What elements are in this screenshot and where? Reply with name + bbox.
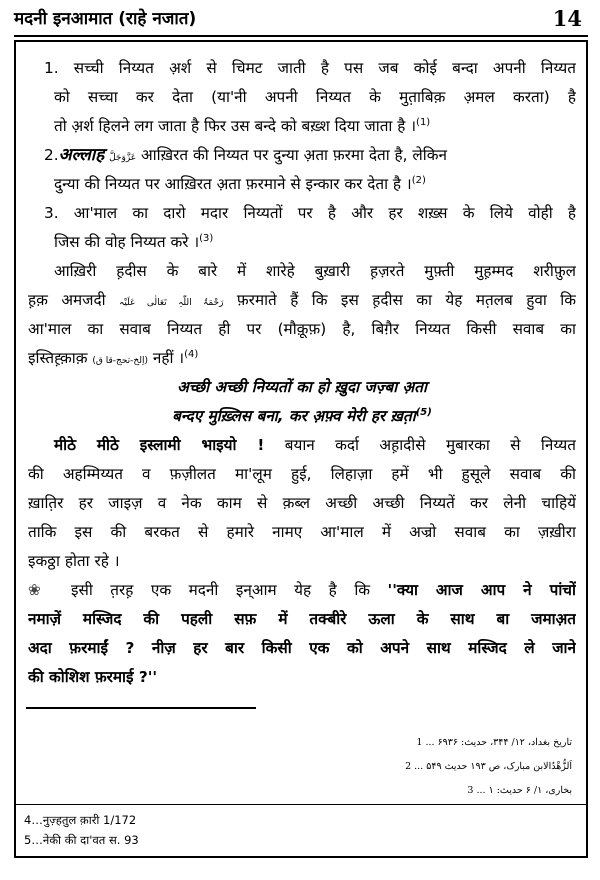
address-paragraph xyxy=(28,431,576,576)
commentary-paragraph xyxy=(28,257,576,373)
line-text: अच्छी अच्छी निय्यतों का हो ख़ुदा जज़्बा अ़ता xyxy=(177,378,427,396)
quoted-question: नमाज़ें मस्जिद की पहली सफ़ में तक्बीरे ऊला के साथ बा जमाअ़त xyxy=(28,610,576,628)
couplet xyxy=(28,373,576,431)
hadith-2 xyxy=(28,141,576,199)
text-line xyxy=(28,431,576,460)
content-frame xyxy=(14,40,588,858)
text-line xyxy=(28,170,576,199)
line-text: 1. सच्ची निय्यत अ़र्श से चिमट जाती है पस जब कोई बन्दा अपनी निय्यत xyxy=(44,59,576,77)
quoted-question: अदा फ़रमाईं ? नीज़ हर बार किसी एक को अपने साथ मस्जिद ले जाने xyxy=(28,639,576,657)
page-number: 14 xyxy=(552,6,582,31)
line-text: आ'माल का सवाब निय्यत ही पर (मौक़ूफ़) है, बिग़ैर निय्यत किसी सवाब का xyxy=(28,320,576,338)
line-text: फ़रमाते हैं कि इस ह़दीस का येह मत़लब हुवा कि xyxy=(236,291,576,309)
footnote-urdu-3: 3 ... بخاری، ۱/ ۶ حدیث: ۱ xyxy=(467,785,572,796)
verse-line xyxy=(28,373,576,402)
text-line xyxy=(28,199,576,228)
quoted-question: ''क्या आज आप ने पांचों xyxy=(387,581,576,599)
footnote-urdu-1: 1 ... تاریخ بغداد، ۱۲/ ۳۴۴، حدیث: ۶۹۳۶ xyxy=(416,737,572,748)
line-text: इकठ्ठा होता रहे । xyxy=(28,552,120,570)
text-line xyxy=(28,83,576,112)
line-text: की अहम्मिय्यत व फ़ज़ीलत मा'लूम हुई, लिहाज़ा हमें भी ह़ुसूले सवाब की xyxy=(28,465,576,483)
footnote-urdu-2: 2 ... اَلزُّھْدُالابن مبارک، ص ۱۹۳ حدیث ۵۴۹ xyxy=(405,761,572,772)
text-line xyxy=(28,489,576,518)
text-line xyxy=(28,112,576,141)
text-line xyxy=(28,54,576,83)
arabic-citation: (اِلخ-تحج-قا ق) xyxy=(92,356,148,366)
line-text: 3. आ'माल का दारो मदार निय्यतों पर है और हर शख़्स के लिये वोही है xyxy=(44,204,576,222)
footnote-hindi-4: 4…नुज़्हतुल क़ारी 1/172 xyxy=(24,813,137,827)
line-text: जिस की वोह निय्यत करे । xyxy=(54,233,200,251)
text-line xyxy=(28,605,576,634)
text-line xyxy=(28,460,576,489)
line-text: ह़क़ अमजदी xyxy=(28,291,106,309)
footnote-hindi-5: 5…नेकी की दा'वत स. 93 xyxy=(24,833,139,847)
text-line xyxy=(28,315,576,344)
text-line xyxy=(28,634,576,663)
footnote-separator xyxy=(26,707,256,709)
hadith-3 xyxy=(28,199,576,257)
line-text: बयान कर्दा अह़ादीसे मुबारका से निय्यत xyxy=(284,436,576,454)
text-line xyxy=(28,576,576,605)
allah-calligraphy: अल्लाह xyxy=(58,145,105,165)
page-header xyxy=(14,6,588,34)
line-text: इस्तिह़्क़ाक़ xyxy=(28,349,88,367)
line-text: बन्दए मुख़्लिस बना, कर अ़फ़्व मेरी हर ख़त़ा xyxy=(172,407,416,425)
text-line xyxy=(28,663,576,692)
arabic-honorific: رَحْمَۃُ اللّٰہِ تَعَالٰی عَلَیْہ xyxy=(119,298,224,308)
text-line xyxy=(28,518,576,547)
verse-line xyxy=(28,402,576,431)
body-text xyxy=(28,54,576,692)
line-text: दुन्या की निय्यत पर आख़िरत अ़ता फ़रमाने से इन्कार कर देता है । xyxy=(54,175,412,193)
madani-inaam-paragraph xyxy=(28,576,576,692)
text-line xyxy=(28,228,576,257)
line-text: आख़िरत की निय्यत पर दुन्या अ़ता फ़रमा देता है, लेकिन xyxy=(141,146,447,164)
text-line xyxy=(28,286,576,315)
quoted-question: की कोशिश फ़रमाई ?'' xyxy=(28,668,158,686)
footnote-ref: (3) xyxy=(199,232,214,244)
line-text: ताकि इस की बरकत से हमारे नामए आ'माल में अज्रो सवाब का ज़ख़ीरा xyxy=(28,523,576,541)
line-text: आख़िरी ह़दीस के बारे में शारेहे बुख़ारी ह़ज़रते मुफ़्ती मुह़म्मद शरीफ़ुल xyxy=(54,262,576,280)
line-text: ख़ात़िर हर जाइज़ व नेक काम से क़ब्ल अच्छी अच्छी निय्यतें कर लेनी चाहियें xyxy=(28,494,576,512)
hadith-1 xyxy=(28,54,576,141)
line-text: इसी त़रह़ एक मदनी इन्आम येह है कि xyxy=(70,581,371,599)
line-text: नहीं । xyxy=(152,349,185,367)
footnote-ref: (4) xyxy=(184,348,199,360)
text-line xyxy=(28,141,576,170)
text-line xyxy=(28,547,576,576)
line-text: को सच्चा कर देता (या'नी अपनी निय्यत के मुत़ाबिक़ अ़मल करता) है xyxy=(54,88,576,106)
text-line xyxy=(28,257,576,286)
running-title: मदनी इनआमात (राहे नजात) xyxy=(14,9,197,29)
line-text: तो अ़र्श हिलने लग जाता है फिर उस बन्दे को बख़्श दिया जाता है । xyxy=(54,117,417,135)
footnote-ref: (1) xyxy=(416,116,431,128)
arabic-honorific: عَزَّوَجَلَّ xyxy=(109,153,137,163)
flower-icon: ❀ xyxy=(28,581,54,599)
footnote-ref: (2) xyxy=(411,174,426,186)
footnote-rule xyxy=(16,804,586,805)
footnote-ref: (5) xyxy=(415,406,432,418)
item-number: 2. xyxy=(44,146,59,164)
text-line xyxy=(28,344,576,373)
address-phrase: मीठे मीठे इस्लामी भाइयो ! xyxy=(54,436,265,454)
header-rule xyxy=(14,35,588,37)
